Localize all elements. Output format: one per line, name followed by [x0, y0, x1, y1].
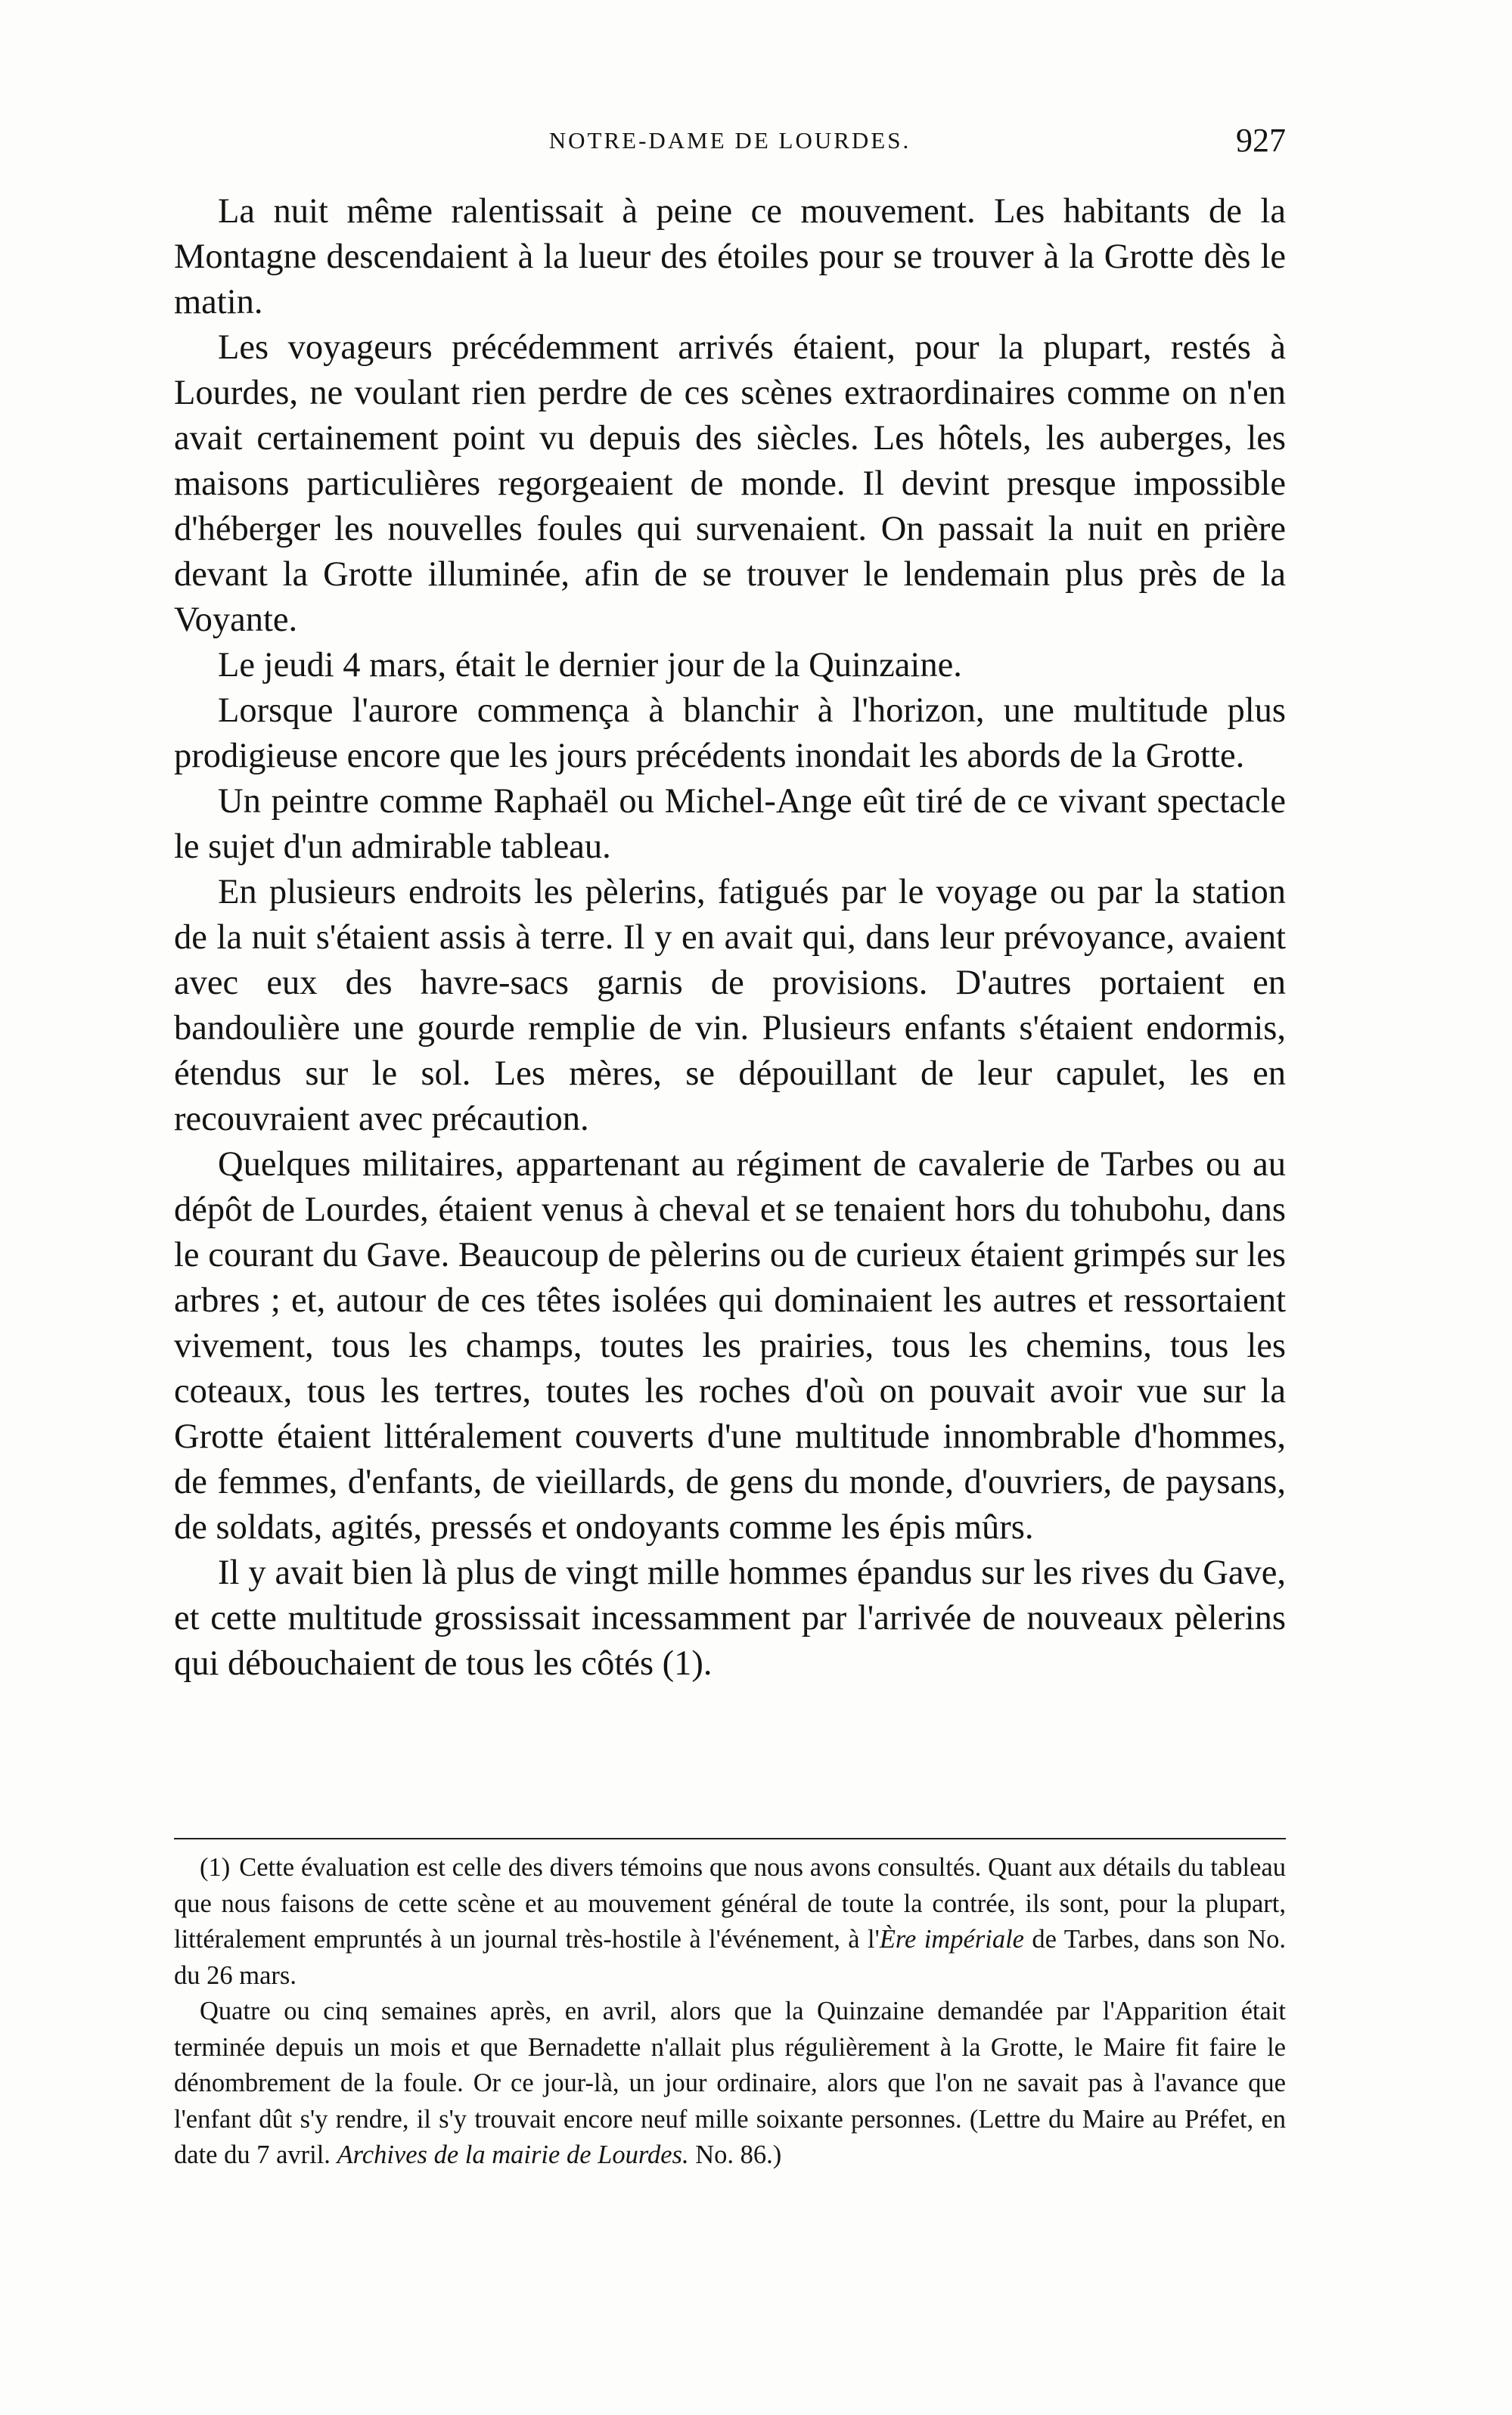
paragraph: Lorsque l'aurore commença à blanchir à l'horizon, une multitude plus prodigieuse encore que les jours précédents inondait les abords de la Grotte. — [174, 691, 1286, 775]
footnote-text: Cette évaluation est celle des divers témoins que nous avons consultés. Quant aux détails du tableau que nous faisons de cette scène et au mouvement général de toute la contrée, ils sont, pour la plupart, littéralement empruntés à un journal très-hostile à l'événement, à l' — [174, 1853, 1286, 1954]
paragraph: Un peintre comme Raphaël ou Michel-Ange eût tiré de ce vivant spectacle le sujet d'un admirable tableau. — [174, 782, 1286, 866]
footnote-text: Quatre ou cinq semaines après, en avril, alors que la Quinzaine demandée par l'Apparition était terminée depuis un mois et que Bernadette n'allait plus régulièrement à la Grotte, le Maire fit faire le dénombrement de la foule. Or ce jour-là, un jour ordinaire, alors que l'on ne savait pas à l'avance que l'enfant dût s'y rendre, il s'y trouvait encore neuf mille soixante personnes. (Lettre du Maire au Préfet, en date du 7 avril. — [174, 1997, 1286, 2169]
paragraph: Les voyageurs précédemment arrivés étaient, pour la plupart, restés à Lourdes, ne voulant rien perdre de ces scènes extraordinaires comme on n'en avait certainement point vu depuis des siècles. Les hôtels, les auberges, les maisons particulières regorgeaient de monde. Il devint presque impossible d'héberger les nouvelles foules qui survenaient. On passait la nuit en prière devant la Grotte illuminée, afin de se trouver le lendemain plus près de la Voyante. — [174, 328, 1286, 639]
footnote-continuation — [174, 1994, 1286, 2174]
footnote-journal-title: Ère impériale — [879, 1925, 1024, 1954]
page-header — [174, 121, 1286, 166]
page-number: 927 — [1236, 122, 1286, 159]
paragraph: La nuit même ralentissait à peine ce mouvement. Les habitants de la Montagne descendaient à la lueur des étoiles pour se trouver à la Grotte dès le matin. — [174, 192, 1286, 321]
footnote-divider — [174, 1838, 1286, 1839]
footnote-marker: (1) — [200, 1853, 231, 1882]
paragraph: Le jeudi 4 mars, était le dernier jour de la Quinzaine. — [218, 646, 962, 684]
footnote-text: de Tarbes, dans son No. du 26 mars. — [174, 1925, 1286, 1990]
paragraph: Quelques militaires, appartenant au régiment de cavalerie de Tarbes ou au dépôt de Lourdes, étaient venus à cheval et se tenaient hors du tohubohu, dans le courant du Gave. Beaucoup de pèlerins ou de curieux étaient grimpés sur les arbres ; et, autour de ces têtes isolées qui dominaient les autres et ressortaient vivement, tous les champs, toutes les prairies, tous les chemins, tous les coteaux, tous les tertres, toutes les roches d'où on pouvait avoir vue sur la Grotte étaient littéralement couverts d'une multitude innombrable d'hommes, de femmes, d'enfants, de vieillards, de gens du monde, d'ouvriers, de paysans, de soldats, agités, pressés et ondoyants comme les épis mûrs. — [174, 1145, 1286, 1547]
running-title: NOTRE-DAME DE LOURDES. — [548, 127, 911, 154]
paragraph: En plusieurs endroits les pèlerins, fatigués par le voyage ou par la station de la nuit s'étaient assis à terre. Il y en avait qui, dans leur prévoyance, avaient avec eux des havre-sacs garnis de provisions. D'autres portaient en bandoulière une gourde remplie de vin. Plusieurs enfants s'étaient endormis, étendus sur le sol. Les mères, se dépouillant de leur capulet, les en recouvraient avec précaution. — [174, 873, 1286, 1138]
footnote-1 — [174, 1850, 1286, 1994]
footnote-text: No. 86.) — [688, 2140, 782, 2169]
main-text — [174, 189, 1286, 1687]
footnote-archive-reference: Archives de la mairie de Lourdes. — [337, 2140, 689, 2169]
footnotes — [174, 1850, 1286, 2174]
paragraph: Il y avait bien là plus de vingt mille hommes épandus sur les rives du Gave, et cette multitude grossissait incessamment par l'arrivée de nouveaux pèlerins qui débouchaient de tous les côtés (1). — [174, 1554, 1286, 1683]
